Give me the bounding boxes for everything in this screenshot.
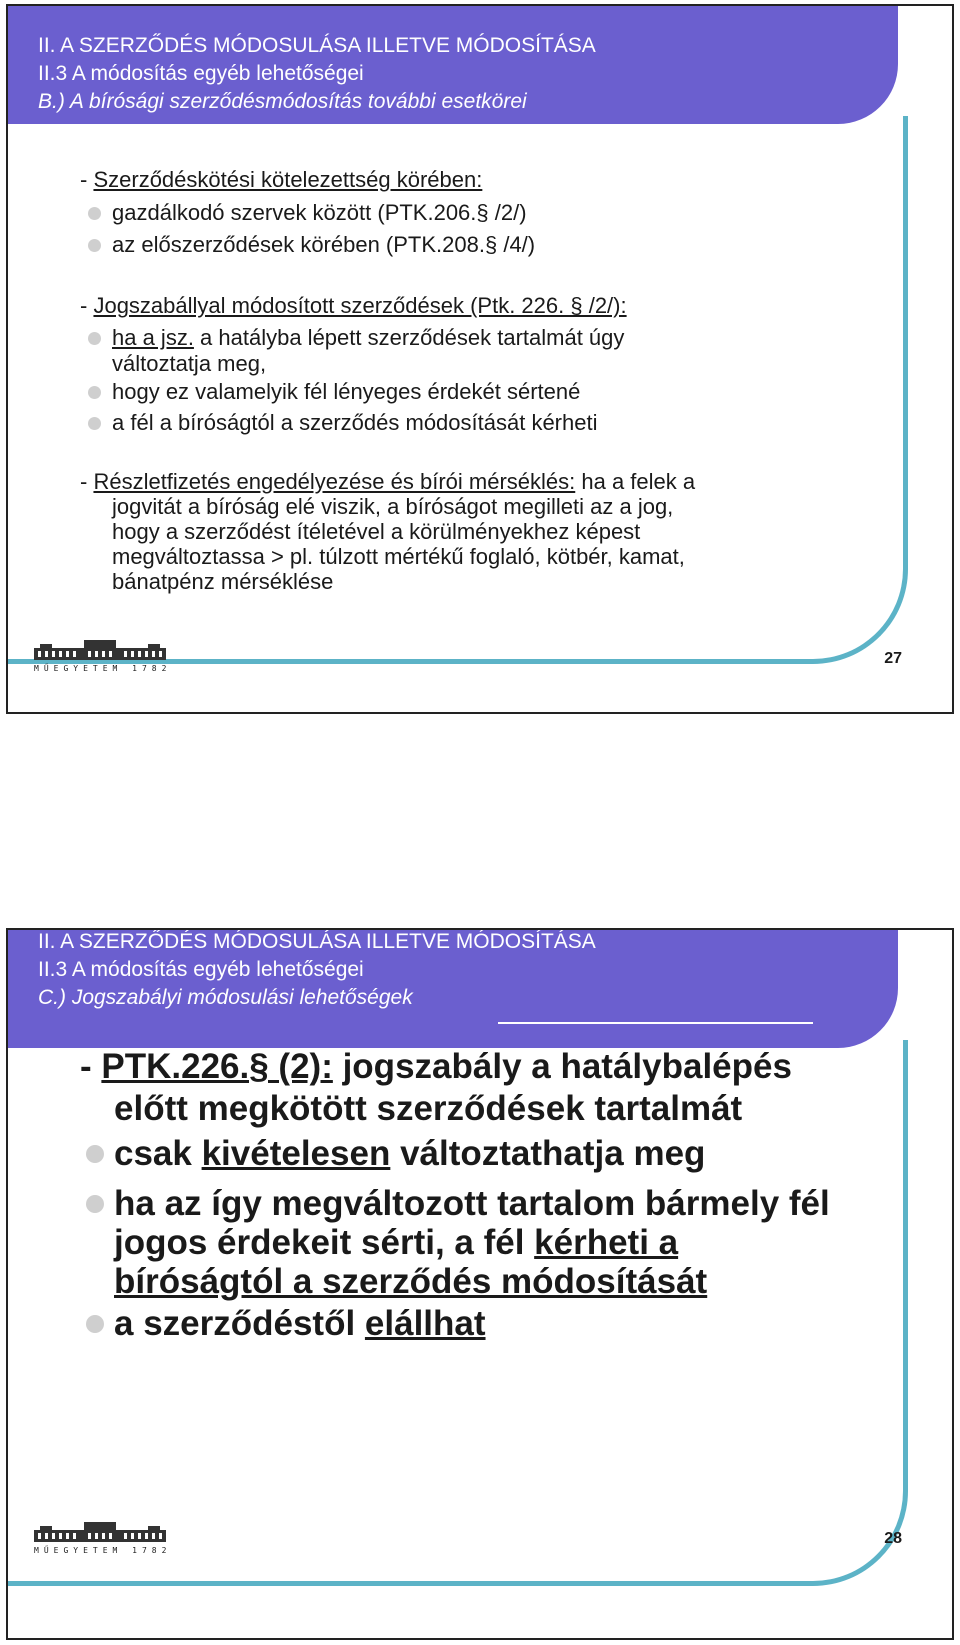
bullet-text: ha a jsz. a hatályba lépett szerződések tartalmát úgy [112,325,625,350]
logo-caption: MŰEGYETEM 1782 [34,664,172,673]
slide-header [8,6,898,124]
section-heading: - Szerződéskötési kötelezettség körében: [80,167,483,192]
page-number: 27 [884,650,902,667]
bullet-icon [88,332,101,345]
bullet-icon [88,386,101,399]
bullet-text-continued: bíróságtól a szerződés módosítását [114,1262,708,1301]
paragraph-line: hogy a szerződést ítéletével a körülményekhez képest [112,519,641,544]
bullet-icon [86,1195,104,1213]
bullet-text: hogy ez valamelyik fél lényeges érdekét sértené [112,379,581,404]
page-number: 28 [884,1530,902,1547]
bullet-icon [86,1145,104,1163]
header-subtitle: II.3 A módosítás egyéb lehetőségei [38,958,364,981]
header-title: II. A SZERZŐDÉS MÓDOSULÁSA ILLETVE MÓDOSÍTÁSA [38,930,596,953]
bullet-icon [86,1315,104,1333]
bullet-text: a szerződéstől elállhat [114,1304,486,1343]
paragraph-line: megváltoztassa > pl. túlzott mértékű foglaló, kötbér, kamat, [112,544,685,569]
paragraph-line: előtt megkötött szerződések tartalmát [114,1089,743,1128]
header-subtitle: II.3 A módosítás egyéb lehetőségei [38,62,364,85]
section-heading: - Részletfizetés engedélyezése és bírói mérséklés: ha a felek a [80,469,696,494]
header-section: C.) Jogszabályi módosulási lehetőségek [38,986,413,1009]
bullet-text: csak kivételesen változtathatja meg [114,1134,706,1173]
bullet-icon [88,239,101,252]
logo-caption: MŰEGYETEM 1782 [34,1546,172,1555]
bullet-text: az előszerződések körében (PTK.208.§ /4/) [112,232,536,257]
paragraph-heading: - PTK.226.§ (2): jogszabály a hatálybalépés [80,1047,792,1086]
bullet-icon [88,417,101,430]
bullet-icon [88,207,101,220]
building-icon [34,640,166,660]
header-rule [498,124,813,126]
slide-28 [6,928,954,1640]
bullet-text: a fél a bíróságtól a szerződés módosítását kérheti [112,410,598,435]
section-heading: - Jogszabállyal módosított szerződések (Ptk. 226. § /2/): [80,293,627,318]
paragraph-line: jogvitát a bíróság elé viszik, a bíróságot megilleti az a jog, [112,494,674,519]
bullet-text: ha az így megváltozott tartalom bármely fél [114,1184,830,1223]
building-icon [34,1522,166,1542]
bullet-text-continued: jogos érdekeit sérti, a fél kérheti a [114,1223,679,1262]
header-rule [498,1022,813,1024]
slide-header [8,930,898,1048]
bullet-text-continued: változtatja meg, [112,351,267,376]
header-title: II. A SZERZŐDÉS MÓDOSULÁSA ILLETVE MÓDOSÍTÁSA [38,34,596,57]
slide-27 [6,4,954,714]
bullet-text: gazdálkodó szervek között (PTK.206.§ /2/) [112,200,527,225]
paragraph-line: bánatpénz mérséklése [112,569,334,594]
header-section: B.) A bírósági szerződésmódosítás további esetkörei [38,90,527,113]
